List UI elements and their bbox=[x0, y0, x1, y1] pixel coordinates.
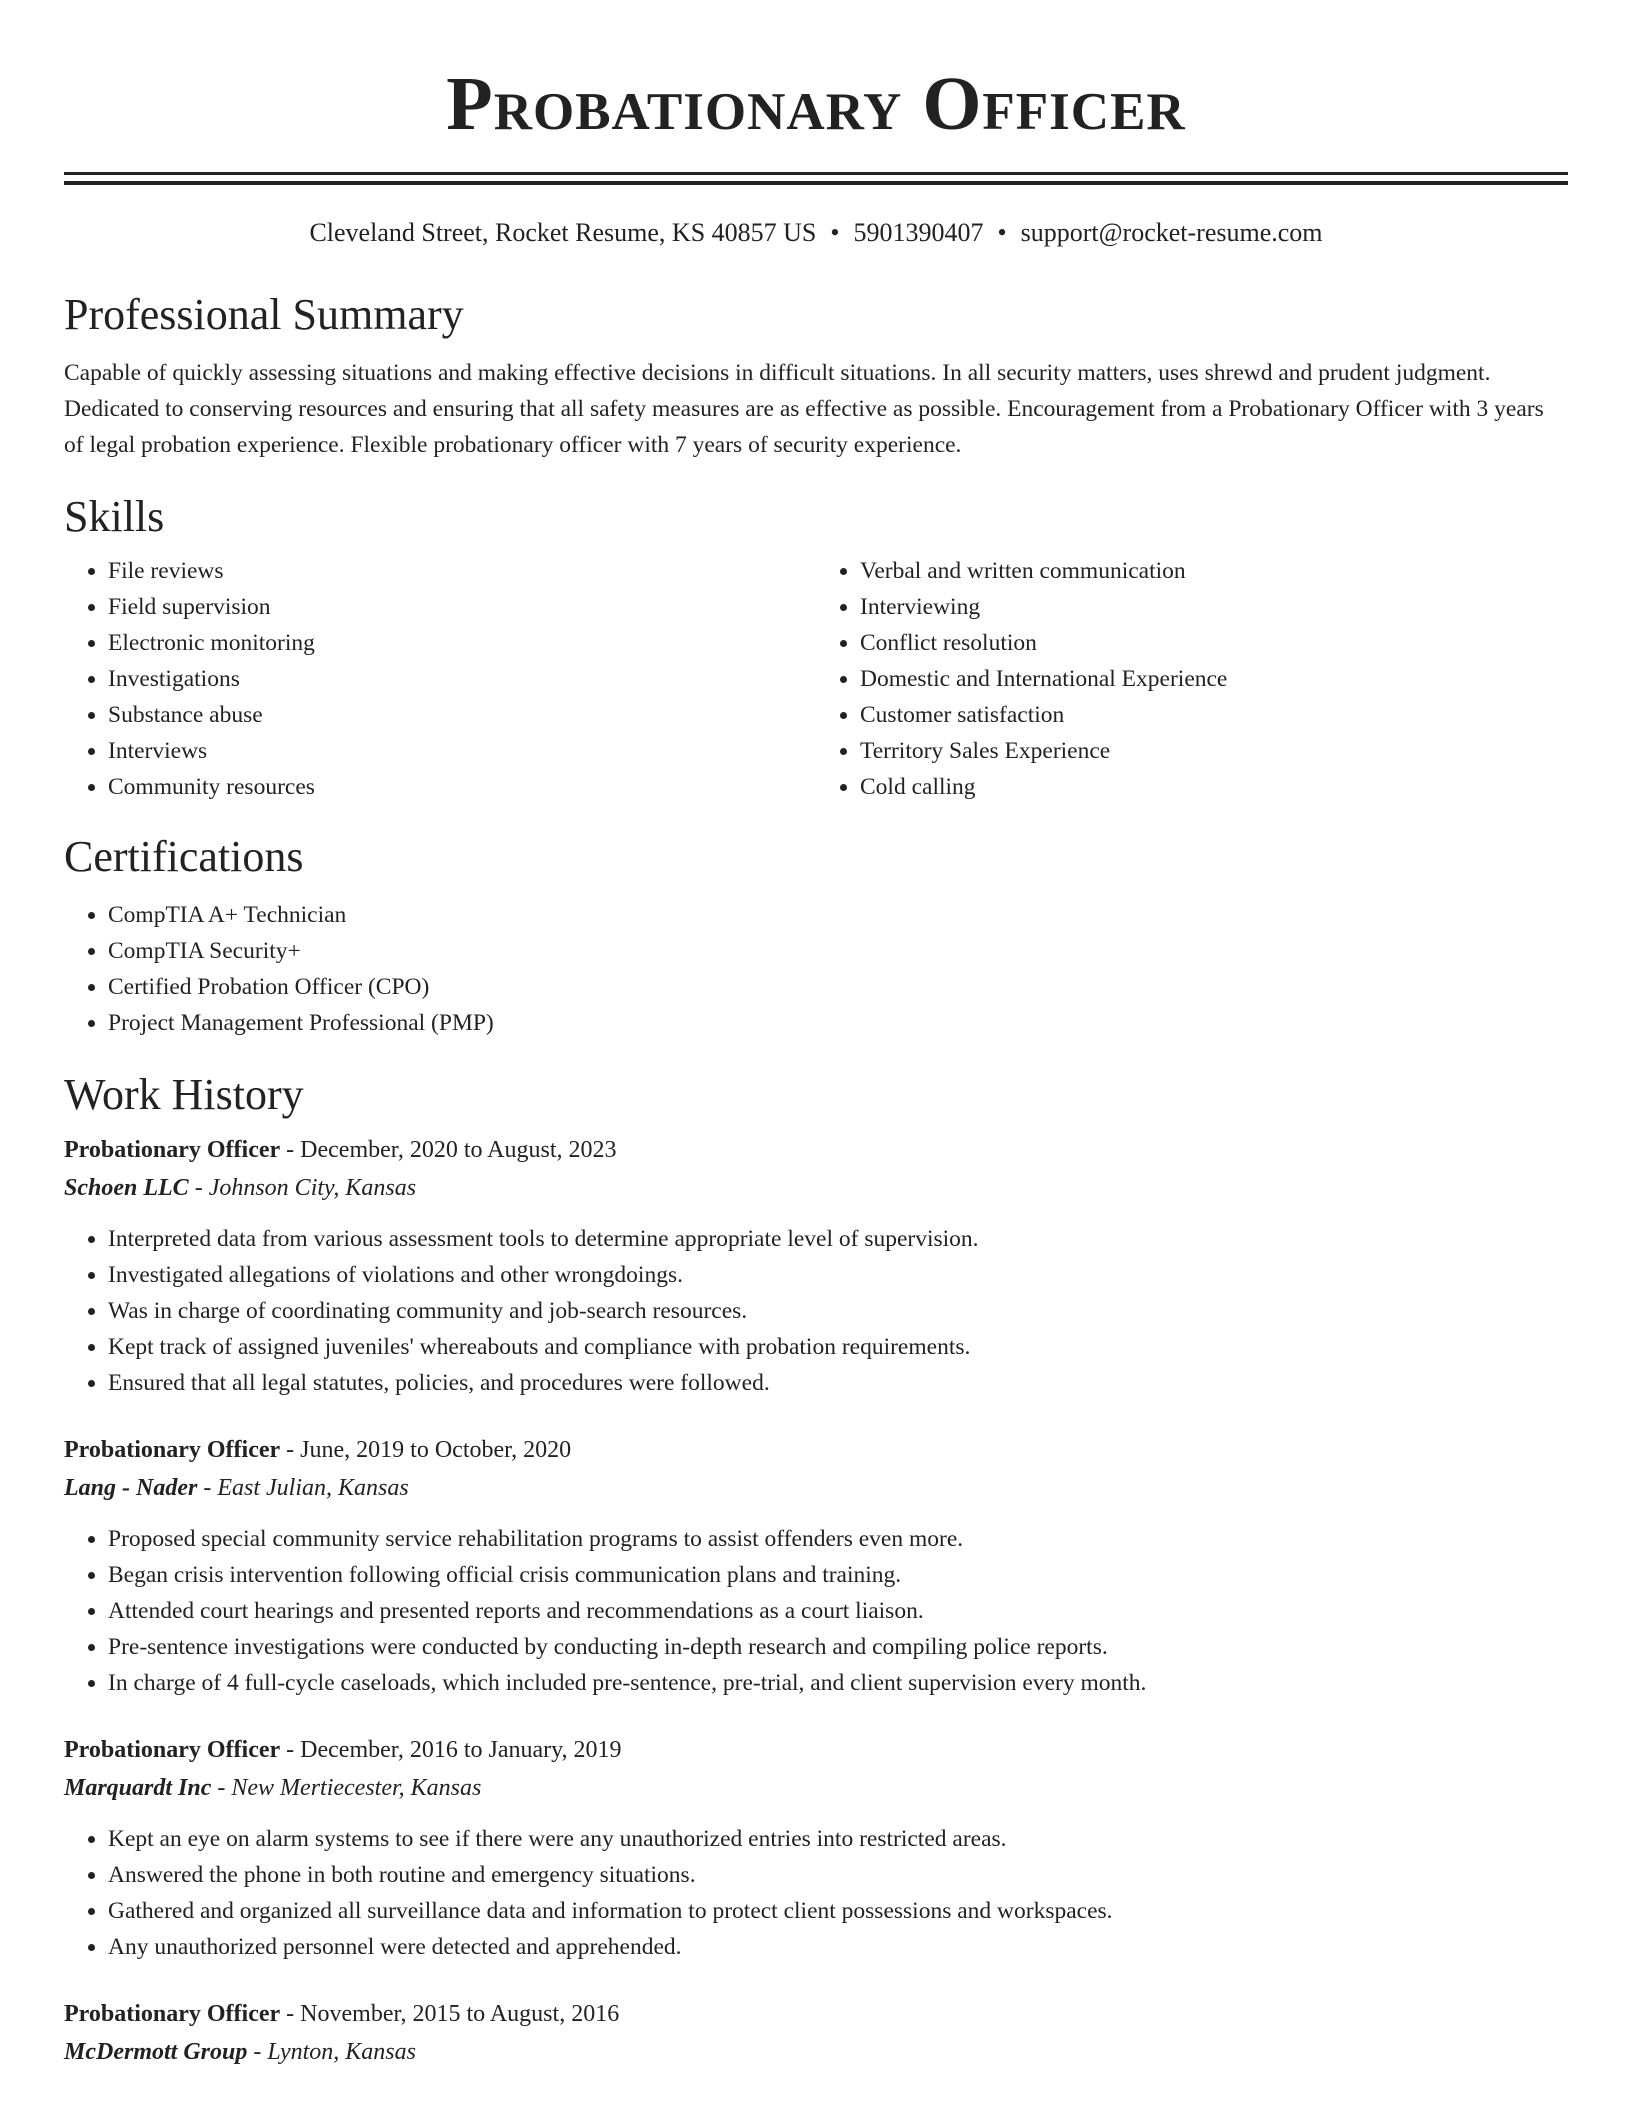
job-location: Johnson City, Kansas bbox=[208, 1175, 417, 1201]
job-bullet: • Pre-sentence investigations were conducted by conducting in-depth research and compiling police reports. bbox=[108, 1629, 1568, 1665]
summary-text: Capable of quickly assessing situations and making effective decisions in difficult situations. In all security matters, uses shrewd and prudent judgment. Dedicated to conserving resources and ensuring that all safety measures are as effective as possible. Encouragement from a Probationary Officer with 3 years of legal probation experience. Flexible probationary officer with 7 years of security experience. bbox=[64, 360, 1544, 458]
job-location: Lynton, Kansas bbox=[267, 2039, 416, 2065]
job-title: Probationary Officer bbox=[64, 1737, 281, 1763]
job-company: Schoen LLC bbox=[64, 1175, 189, 1201]
contact-line bbox=[64, 217, 1568, 249]
contact-phone: 5901390407 bbox=[853, 218, 984, 247]
job-bullet: • Was in charge of coordinating community and job-search resources. bbox=[108, 1293, 1568, 1329]
certifications-heading: Certifications bbox=[64, 832, 304, 881]
certification-item: • CompTIA Security+ bbox=[108, 933, 1568, 969]
contact-address: Cleveland Street, Rocket Resume, KS 40857 US bbox=[309, 218, 817, 247]
skills-section bbox=[64, 491, 1568, 805]
job-dash: - bbox=[188, 1175, 209, 1201]
job-title-line bbox=[64, 1131, 1568, 1169]
title-rule-top bbox=[64, 172, 1568, 175]
job-bullet: • Attended court hearings and presented reports and recommendations as a court liaison. bbox=[108, 1593, 1568, 1629]
certification-item: • CompTIA A+ Technician bbox=[108, 897, 1568, 933]
job-dates: November, 2015 to August, 2016 bbox=[300, 2001, 620, 2027]
job-dash: - bbox=[211, 1775, 232, 1801]
job-company: McDermott Group bbox=[64, 2039, 248, 2065]
job-title-line bbox=[64, 1995, 1568, 2033]
job-title: Probationary Officer bbox=[64, 1437, 281, 1463]
job-location: East Julian, Kansas bbox=[217, 1475, 409, 1501]
job-bullet: • Proposed special community service rehabilitation programs to assist offenders even more. bbox=[108, 1521, 1568, 1557]
job-bullet: • Any unauthorized personnel were detected and apprehended. bbox=[108, 1929, 1568, 1965]
certifications-list bbox=[64, 897, 1568, 1041]
skill-item: • Verbal and written communication bbox=[860, 553, 1568, 589]
job-bullet: • In charge of 4 full-cycle caseloads, which included pre-sentence, pre-trial, and client supervision every month. bbox=[108, 1665, 1568, 1701]
job-bullet: • Interpreted data from various assessment tools to determine appropriate level of supervision. bbox=[108, 1221, 1568, 1257]
summary-heading: Professional Summary bbox=[64, 290, 464, 339]
job-company-line bbox=[64, 1169, 1568, 1207]
skill-item: • File reviews bbox=[108, 553, 816, 589]
job-bullet: • Began crisis intervention following official crisis communication plans and training. bbox=[108, 1557, 1568, 1593]
contact-separator: • bbox=[830, 218, 840, 247]
job-bullet: • Answered the phone in both routine and emergency situations. bbox=[108, 1857, 1568, 1893]
job-bullets bbox=[64, 1821, 1568, 1965]
job-entry bbox=[64, 1731, 1568, 1965]
job-dates: June, 2019 to October, 2020 bbox=[300, 1437, 572, 1463]
job-title-line bbox=[64, 1731, 1568, 1769]
skill-item: • Investigations bbox=[108, 661, 816, 697]
job-title: Probationary Officer bbox=[64, 2001, 281, 2027]
skill-item: • Interviews bbox=[108, 733, 816, 769]
job-company: Marquardt Inc bbox=[64, 1775, 212, 1801]
job-company-line bbox=[64, 1469, 1568, 1507]
job-entry bbox=[64, 1131, 1568, 1401]
title-rule-bottom bbox=[64, 181, 1568, 185]
skill-item: • Conflict resolution bbox=[860, 625, 1568, 661]
job-company-line bbox=[64, 1769, 1568, 1807]
certifications-section bbox=[64, 831, 1568, 1041]
job-bullet: • Kept an eye on alarm systems to see if there were any unauthorized entries into restricted areas. bbox=[108, 1821, 1568, 1857]
skills-list-right bbox=[816, 553, 1568, 805]
skill-item: • Field supervision bbox=[108, 589, 816, 625]
job-entry bbox=[64, 1431, 1568, 1701]
skill-item: • Customer satisfaction bbox=[860, 697, 1568, 733]
job-dash: - bbox=[280, 1437, 301, 1463]
skill-item: • Substance abuse bbox=[108, 697, 816, 733]
skills-heading: Skills bbox=[64, 492, 165, 541]
job-company: Lang - Nader bbox=[64, 1475, 198, 1501]
certification-item: • Project Management Professional (PMP) bbox=[108, 1005, 1568, 1041]
contact-email: support@rocket-resume.com bbox=[1020, 218, 1323, 247]
job-dash: - bbox=[280, 2001, 301, 2027]
summary-section bbox=[64, 289, 1568, 463]
job-company-line bbox=[64, 2033, 1568, 2071]
job-title: Probationary Officer bbox=[64, 1137, 281, 1163]
job-bullet: • Investigated allegations of violations and other wrongdoings. bbox=[108, 1257, 1568, 1293]
job-dates: December, 2016 to January, 2019 bbox=[300, 1737, 622, 1763]
resume-title: Probationary Officer bbox=[446, 62, 1186, 146]
resume-page bbox=[64, 0, 1568, 2071]
job-location: New Mertiecester, Kansas bbox=[231, 1775, 482, 1801]
skill-item: • Community resources bbox=[108, 769, 816, 805]
job-dates: December, 2020 to August, 2023 bbox=[300, 1137, 617, 1163]
certification-item: • Certified Probation Officer (CPO) bbox=[108, 969, 1568, 1005]
job-dash: - bbox=[197, 1475, 218, 1501]
job-bullet: • Ensured that all legal statutes, policies, and procedures were followed. bbox=[108, 1365, 1568, 1401]
skill-item: • Territory Sales Experience bbox=[860, 733, 1568, 769]
job-bullets bbox=[64, 1221, 1568, 1401]
job-title-line bbox=[64, 1431, 1568, 1469]
job-dash: - bbox=[280, 1737, 301, 1763]
skills-columns bbox=[64, 553, 1568, 805]
job-bullet: • Kept track of assigned juveniles' whereabouts and compliance with probation requirements. bbox=[108, 1329, 1568, 1365]
job-bullets bbox=[64, 1521, 1568, 1701]
skills-list-left bbox=[64, 553, 816, 805]
skill-item: • Cold calling bbox=[860, 769, 1568, 805]
skill-item: • Electronic monitoring bbox=[108, 625, 816, 661]
skill-item: • Domestic and International Experience bbox=[860, 661, 1568, 697]
job-bullet: • Gathered and organized all surveillance data and information to protect client possessions and workspaces. bbox=[108, 1893, 1568, 1929]
job-dash: - bbox=[247, 2039, 268, 2065]
work-history-heading: Work History bbox=[64, 1070, 304, 1119]
job-entry bbox=[64, 1995, 1568, 2071]
work-history-section bbox=[64, 1069, 1568, 2071]
job-dash: - bbox=[280, 1137, 301, 1163]
skill-item: • Interviewing bbox=[860, 589, 1568, 625]
contact-separator: • bbox=[997, 218, 1007, 247]
